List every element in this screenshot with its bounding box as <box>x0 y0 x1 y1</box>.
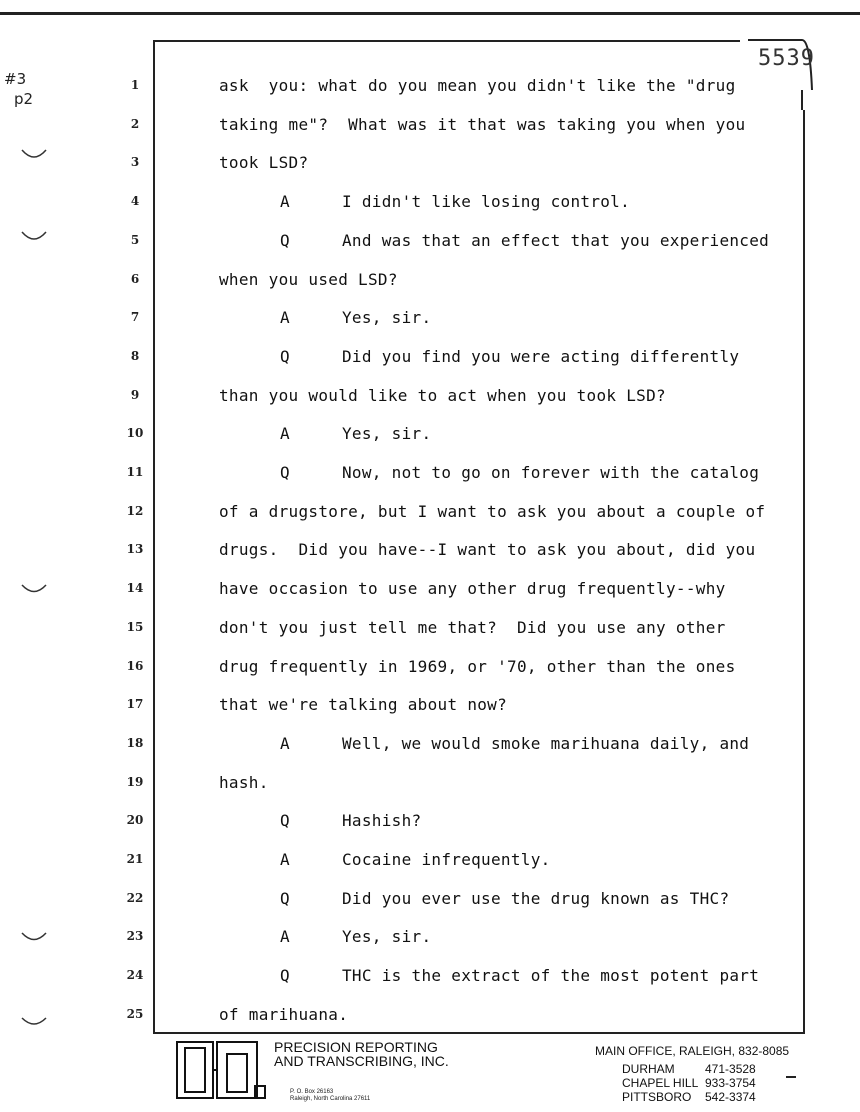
transcript-line: THC is the extract of the most potent part <box>342 966 760 986</box>
transcript-line: Yes, sir. <box>342 308 432 328</box>
transcript-line: of a drugstore, but I want to ask you about a couple of <box>219 501 766 521</box>
transcript-line: than you would like to act when you took LSD? <box>219 385 666 405</box>
transcript-line: Hashish? <box>342 811 422 831</box>
speaker-label: A <box>280 733 290 753</box>
speaker-label: A <box>280 424 290 444</box>
speaker-label: A <box>280 850 290 869</box>
binder-marks <box>0 0 120 1112</box>
transcript-line: I didn't like losing control. <box>342 192 631 212</box>
transcript-line: Well, we would smoke marihuana daily, and <box>342 733 750 753</box>
line-number: 6 <box>130 271 140 286</box>
margin-note-page: p2 <box>14 90 34 108</box>
line-number: 15 <box>126 619 144 634</box>
line-number: 18 <box>126 735 144 750</box>
binder-mark <box>22 1018 46 1024</box>
speaker-label: Q <box>280 230 290 250</box>
transcript-line: Yes, sir. <box>342 424 432 444</box>
line-number: 19 <box>126 774 144 789</box>
company-logo <box>175 1040 267 1102</box>
speaker-label: A <box>280 308 290 328</box>
line-number: 14 <box>126 581 144 596</box>
transcript-line: Yes, sir. <box>342 927 432 947</box>
office-phone-durham: 471-3528 <box>705 1062 756 1076</box>
page-number: 5539 <box>758 46 815 71</box>
speaker-label: Q <box>280 811 290 831</box>
speaker-label: Q <box>280 966 290 986</box>
transcript-line: Now, not to go on forever with the catalog <box>342 463 760 482</box>
address-line-1: P. O. Box 26163 <box>290 1089 334 1095</box>
binder-mark <box>22 232 46 239</box>
transcript-line: Did you ever use the drug known as THC? <box>342 888 730 908</box>
top-rule <box>0 12 860 15</box>
line-number: 3 <box>130 155 140 170</box>
line-number: 8 <box>130 348 140 363</box>
line-number: 22 <box>126 890 144 905</box>
transcript-line: Did you find you were acting differently <box>342 346 740 366</box>
transcript-line: Cocaine infrequently. <box>342 850 551 869</box>
office-phone-pittsboro: 542-3374 <box>705 1090 756 1104</box>
line-number: 9 <box>130 387 140 402</box>
transcript-line: hash. <box>219 772 269 792</box>
transcript-line: taking me"? What was it that was taking you when you <box>219 114 746 134</box>
address-line-2: Raleigh, North Carolina 27611 <box>290 1096 371 1102</box>
transcript-line: And was that an effect that you experienced <box>342 230 770 250</box>
line-number: 4 <box>130 194 140 209</box>
line-number: 10 <box>126 426 144 441</box>
binder-mark <box>22 933 46 940</box>
line-number: 24 <box>126 968 144 983</box>
office-city-durham: DURHAM <box>622 1062 675 1076</box>
transcript-line: took LSD? <box>219 153 309 173</box>
speaker-label: Q <box>280 463 290 482</box>
transcript-line: of marihuana. <box>219 1004 349 1024</box>
main-office: MAIN OFFICE, RALEIGH, 832-8085 <box>595 1044 790 1058</box>
transcript-line: don't you just tell me that? Did you use any other <box>219 617 726 637</box>
transcript-line: that we're talking about now? <box>219 695 508 715</box>
binder-mark <box>22 585 46 592</box>
office-phone-chapel-hill: 933-3754 <box>705 1076 756 1090</box>
speaker-label: A <box>280 192 290 212</box>
office-city-pittsboro: PITTSBORO <box>622 1090 692 1104</box>
transcript-line: drug frequently in 1969, or '70, other than the ones <box>219 656 736 676</box>
line-number: 21 <box>126 852 144 866</box>
transcript-line: when you used LSD? <box>219 269 398 289</box>
line-number: 11 <box>126 465 144 479</box>
transcript-line: drugs. Did you have--I want to ask you about, did you <box>219 540 756 560</box>
line-number: 7 <box>130 310 140 325</box>
speaker-label: Q <box>280 888 290 908</box>
line-number: 12 <box>126 503 144 518</box>
line-number: 23 <box>126 929 144 944</box>
firm-name <box>274 1040 449 1068</box>
office-city-chapel-hill: CHAPEL HILL <box>622 1076 699 1090</box>
firm-line-2: AND TRANSCRIBING, INC. <box>274 1053 449 1069</box>
binder-mark <box>22 150 46 157</box>
line-number: 2 <box>130 116 140 131</box>
transcript-line: have occasion to use any other drug frequently--why <box>219 579 726 599</box>
speaker-label: Q <box>280 346 290 366</box>
line-number: 1 <box>130 78 140 92</box>
line-number: 5 <box>130 232 140 247</box>
speaker-label: A <box>280 927 290 947</box>
line-number: 20 <box>126 813 144 828</box>
line-number: 25 <box>126 1006 144 1021</box>
margin-note-tape: #3 <box>4 70 27 88</box>
firm-line-1: PRECISION REPORTING <box>274 1039 438 1055</box>
firm-address <box>290 1089 370 1103</box>
line-number: 13 <box>126 542 144 557</box>
dash-mark <box>786 1076 796 1078</box>
transcript-frame <box>153 40 805 1034</box>
transcript-line: ask you: what do you mean you didn't like the "drug <box>219 76 736 95</box>
line-number: 16 <box>126 658 144 673</box>
line-number: 17 <box>126 697 144 712</box>
